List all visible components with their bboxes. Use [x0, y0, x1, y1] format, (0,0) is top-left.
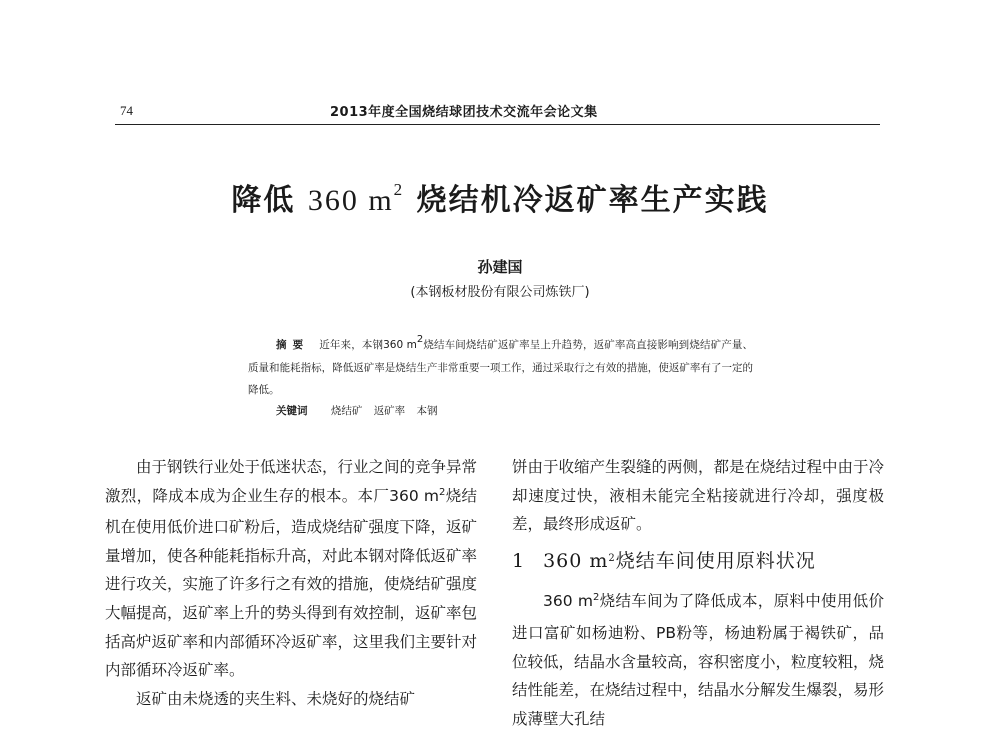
running-head: 2013年度全国烧结球团技术交流年会论文集	[330, 105, 598, 120]
paragraph	[512, 587, 884, 733]
keyword: 本钢	[416, 405, 438, 417]
abstract	[248, 334, 753, 401]
abstract-text-a: 近年来，本钢360 m	[319, 339, 417, 351]
abstract-sup: 2	[416, 334, 424, 345]
paragraph-text: 由于钢铁行业处于低迷状态，行业之间的竞争异常激烈，降成本成为企业生存的根本。本厂360 m	[105, 458, 478, 505]
paragraph-text: 烧结机在使用低价进口矿粉后，造成烧结矿强度下降，返矿量增加，使各种能耗指标升高，对此本钢对降低返矿率进行攻关，实施了许多行之有效的措施，使烧结矿强度大幅提高，返矿率上升的势头得到有效控制，返矿率包括高炉返矿率和内部循环冷返矿率，这里我们主要针对内部循环冷返矿率。	[105, 486, 478, 680]
section-heading	[512, 547, 884, 580]
title-number: 360 m	[307, 184, 394, 217]
abstract-label: 摘要	[276, 339, 310, 351]
header-rule	[115, 124, 880, 125]
superscript: 2	[592, 592, 600, 604]
paragraph-text: 烧结车间为了降低成本，原料中使用低价进口富矿如杨迪粉、PB粉等，杨迪粉属于褐铁矿，品位较低，结晶水含量较高，容积密度小，粒度较粗，烧结性能差，在烧结过程中，结晶水分解发生爆裂，易形成薄壁大孔结	[512, 592, 885, 728]
paragraph: 饼由于收缩产生裂缝的两侧，都是在烧结过程中由于冷却速度过快，液相未能完全粘接就进行冷却，强度极差，最终形成返矿。	[512, 458, 885, 534]
section-number: 1	[512, 549, 526, 572]
body-column-right	[512, 453, 884, 733]
paragraph: 返矿由未烧透的夹生料、未烧好的烧结矿	[136, 689, 416, 708]
section-title-a: 360 m	[543, 549, 609, 572]
title-suffix: 烧结机冷返矿率生产实践	[416, 183, 769, 218]
keywords-label: 关键词	[276, 405, 308, 417]
title-sup: 2	[393, 180, 405, 199]
section-title-b: 烧结车间使用原料状况	[615, 549, 816, 572]
body-column-left	[105, 453, 477, 713]
paragraph	[105, 453, 477, 685]
keyword: 烧结矿	[330, 405, 363, 417]
abstract-text-b: 烧结车间烧结矿返矿率呈上升趋势，返矿率高直接影响到烧结矿产量、质量和能耗指标，降低返矿率是烧结生产非常重要一项工作，通过采取行之有效的措施，使返矿率有了一定的降低。	[248, 339, 754, 396]
paragraph-text: 360 m	[543, 592, 593, 611]
section-title-sup: 2	[608, 552, 616, 564]
article-title	[0, 175, 1000, 219]
keyword: 返矿率	[373, 405, 406, 417]
keywords	[276, 403, 756, 418]
author: 孙建国	[477, 258, 523, 276]
page-number: 74	[120, 103, 133, 118]
title-prefix: 降低	[231, 183, 296, 218]
affiliation: (本钢板材股份有限公司炼铁厂)	[410, 285, 590, 300]
superscript: 2	[439, 486, 446, 498]
